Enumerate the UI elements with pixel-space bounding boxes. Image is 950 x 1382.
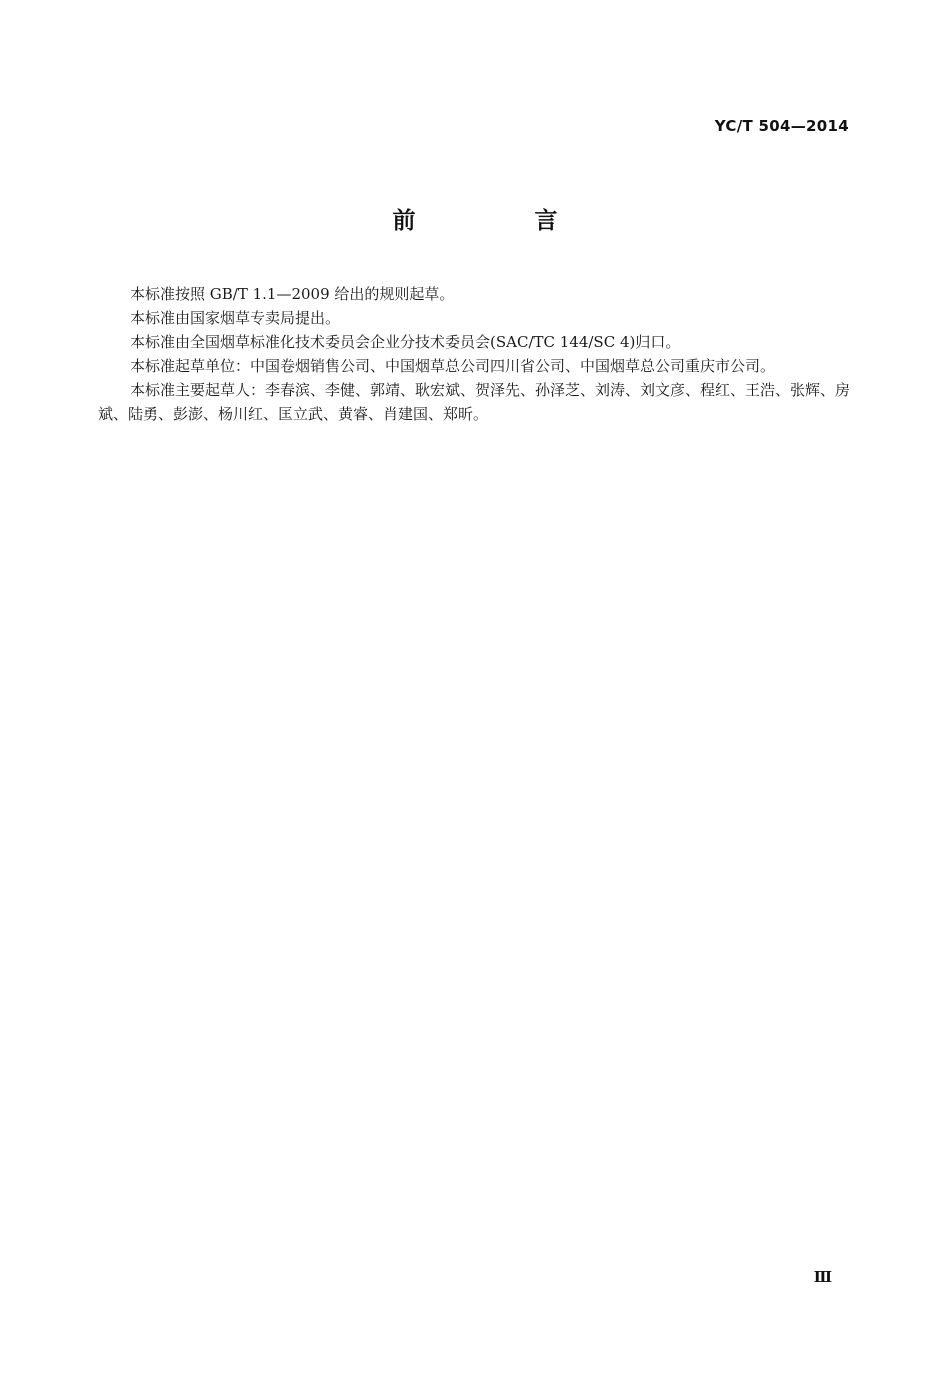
paragraph-drafting-rules: 本标准按照 GB/T 1.1—2009 给出的规则起草。	[130, 285, 455, 303]
standard-code: YC/T 504—2014	[714, 117, 849, 135]
page-title: 前 言	[392, 208, 606, 234]
paragraph-administered-by: 本标准由全国烟草标准化技术委员会企业分技术委员会(SAC/TC 144/SC 4)归口。	[130, 333, 681, 351]
page-number: Ⅲ	[813, 1268, 832, 1286]
paragraph-proposer: 本标准由国家烟草专卖局提出。	[130, 309, 341, 327]
foreword-body	[98, 282, 850, 426]
paragraph-main-drafters: 本标准主要起草人：李春滨、李健、郭靖、耿宏斌、贺泽先、孙泽芝、刘涛、刘文彦、程红、王浩、张辉、房斌、陆勇、彭澎、杨川红、匡立武、黄睿、肖建国、郑昕。	[98, 381, 851, 423]
paragraph-drafting-units: 本标准起草单位：中国卷烟销售公司、中国烟草总公司四川省公司、中国烟草总公司重庆市公司。	[130, 357, 776, 375]
